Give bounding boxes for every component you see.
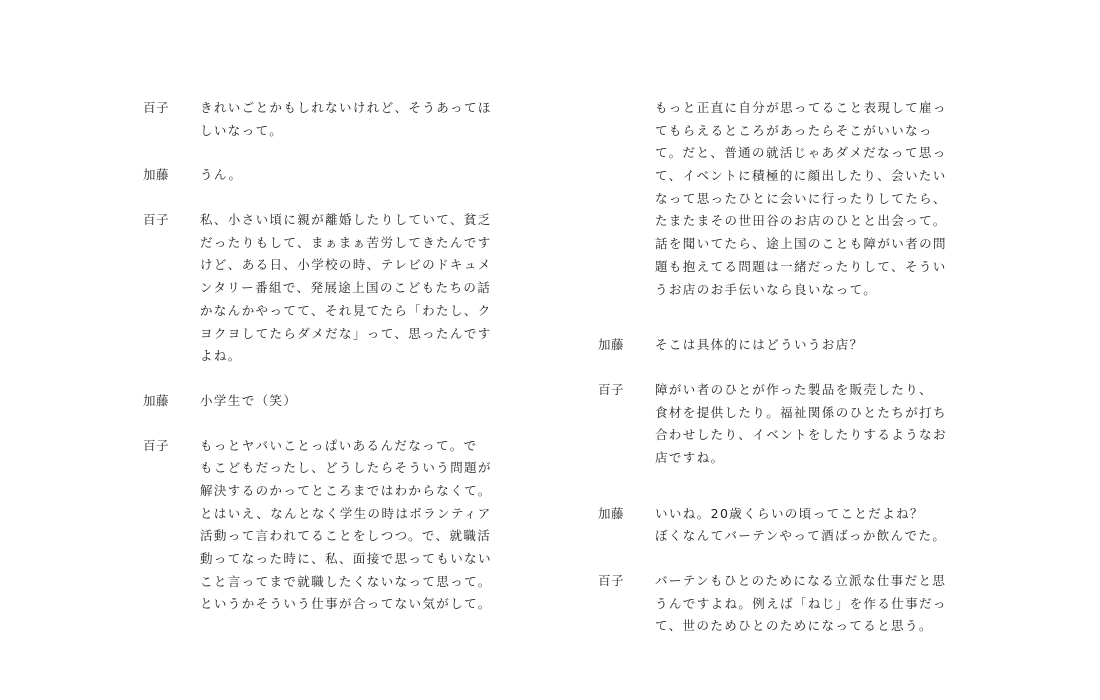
dialogue-entry: [143, 164, 523, 187]
dialogue-line: 動ってなった時に、私、面接で思ってもいない: [200, 551, 492, 567]
dialogue-line: て、世のためひとのためになってると思う。: [655, 618, 933, 634]
dialogue-text: [655, 503, 978, 548]
dialogue-line: 食材を提供したり。福祉関係のひとたちが打ち: [655, 404, 947, 420]
dialogue-line: 小学生で（笑）: [200, 392, 298, 408]
dialogue-line: だったりもして、まぁまぁ苦労してきたんです: [200, 234, 492, 250]
dialogue-line: なって思ったひとに会いに行ったりしてたら、: [655, 190, 947, 206]
dialogue-line: かなんかやってて、それ見てたら「わたし、ク: [200, 302, 492, 318]
dialogue-line: というかそういう仕事が合ってない気がして。: [200, 596, 492, 612]
dialogue-line: しいなって。: [200, 122, 284, 138]
dialogue-line: 合わせしたり、イベントをしたりするようなお: [655, 427, 947, 443]
dialogue-line: もっとヤバいことっぱいあるんだなって。で: [200, 437, 478, 453]
dialogue-line: いいね。20歳くらいの頃ってことだよね？: [655, 505, 924, 521]
dialogue-line: とはいえ、なんとなく学生の時はボランティア: [200, 505, 492, 521]
dialogue-text: [200, 390, 523, 413]
speaker-name: 加藤: [598, 505, 625, 521]
dialogue-entry: [143, 390, 523, 413]
dialogue-line: そこは具体的にはどういうお店？: [655, 337, 864, 353]
speaker-name: 百子: [143, 212, 170, 228]
right-column: [598, 97, 978, 638]
dialogue-line: 障がい者のひとが作った製品を販売したり、: [655, 381, 934, 397]
speaker-name: 百子: [598, 381, 625, 397]
dialogue-entry: [598, 379, 978, 470]
speaker-name: 加藤: [143, 167, 170, 183]
dialogue-line: バーテンもひとのためになる立派な仕事だと思: [655, 573, 947, 589]
dialogue-entry: [598, 334, 978, 357]
dialogue-line: 店ですね。: [655, 449, 725, 465]
dialogue-text: [655, 334, 978, 357]
speaker-name: 百子: [143, 100, 170, 115]
dialogue-text: [200, 164, 523, 187]
dialogue-line: うお店のお手伝いなら良いなって。: [655, 281, 878, 297]
dialogue-line: て、イベントに積極的に顔出したり、会いたい: [655, 168, 947, 184]
dialogue-line: ぼくなんてバーテンやって酒ばっか飲んでた。: [655, 528, 947, 544]
dialogue-line: 題も抱えてる問題は一緒だったりして、そうい: [655, 258, 947, 274]
dialogue-line: 解決するのかってところまではわからなくて。: [200, 482, 492, 498]
dialogue-line: て。だと、普通の就活じゃあダメだなって思っ: [655, 145, 947, 161]
dialogue-line: きれいごとかもしれないけれど、そうあってほ: [200, 100, 492, 115]
dialogue-entry: [598, 503, 978, 548]
dialogue-line: 活動って言われてることをしつつ。で、就職活: [200, 528, 492, 544]
dialogue-text: [200, 97, 523, 142]
dialogue-line: ンタリー番組で、発展途上国のこどもたちの話: [200, 280, 492, 296]
dialogue-line: けど、ある日、小学校の時、テレビのドキュメ: [200, 257, 492, 273]
dialogue-entry: [143, 97, 523, 142]
dialogue-entry: [143, 209, 523, 368]
dialogue-line: こと言ってまで就職したくないなって思って。: [200, 573, 492, 589]
dialogue-line: たまたまその世田谷のお店のひとと出会って。: [655, 213, 947, 229]
left-column: [143, 97, 523, 616]
speaker-name: 百子: [598, 573, 625, 589]
dialogue-line: うん。: [200, 167, 243, 183]
dialogue-line: てもらえるところがあったらそこがいいなっ: [655, 122, 933, 138]
dialogue-text: [200, 435, 523, 617]
speaker-name: [598, 97, 655, 301]
dialogue-text: [655, 570, 978, 638]
dialogue-line: もこどもだったし、どうしたらそういう問題が: [200, 460, 492, 476]
dialogue-entry: [598, 570, 978, 638]
dialogue-line: よね。: [200, 348, 242, 364]
dialogue-line: 私、小さい頃に親が離婚したりしていて、貧乏: [200, 212, 492, 228]
dialogue-line: もっと正直に自分が思ってること表現して雇っ: [655, 100, 947, 115]
speaker-name: 加藤: [598, 337, 625, 353]
dialogue-line: ヨクヨしてたらダメだな」って、思ったんです: [200, 325, 492, 341]
dialogue-text: [655, 379, 978, 470]
dialogue-entry: [143, 435, 523, 617]
dialogue-line: うんですよね。例えば「ねじ」を作る仕事だっ: [655, 595, 947, 611]
dialogue-line: 話を聞いてたら、途上国のことも障がい者の問: [655, 236, 947, 252]
dialogue-text: [200, 209, 523, 368]
dialogue-text: [655, 97, 978, 301]
speaker-name: 百子: [143, 437, 170, 453]
dialogue-entry: [598, 97, 978, 301]
speaker-name: 加藤: [143, 392, 170, 408]
